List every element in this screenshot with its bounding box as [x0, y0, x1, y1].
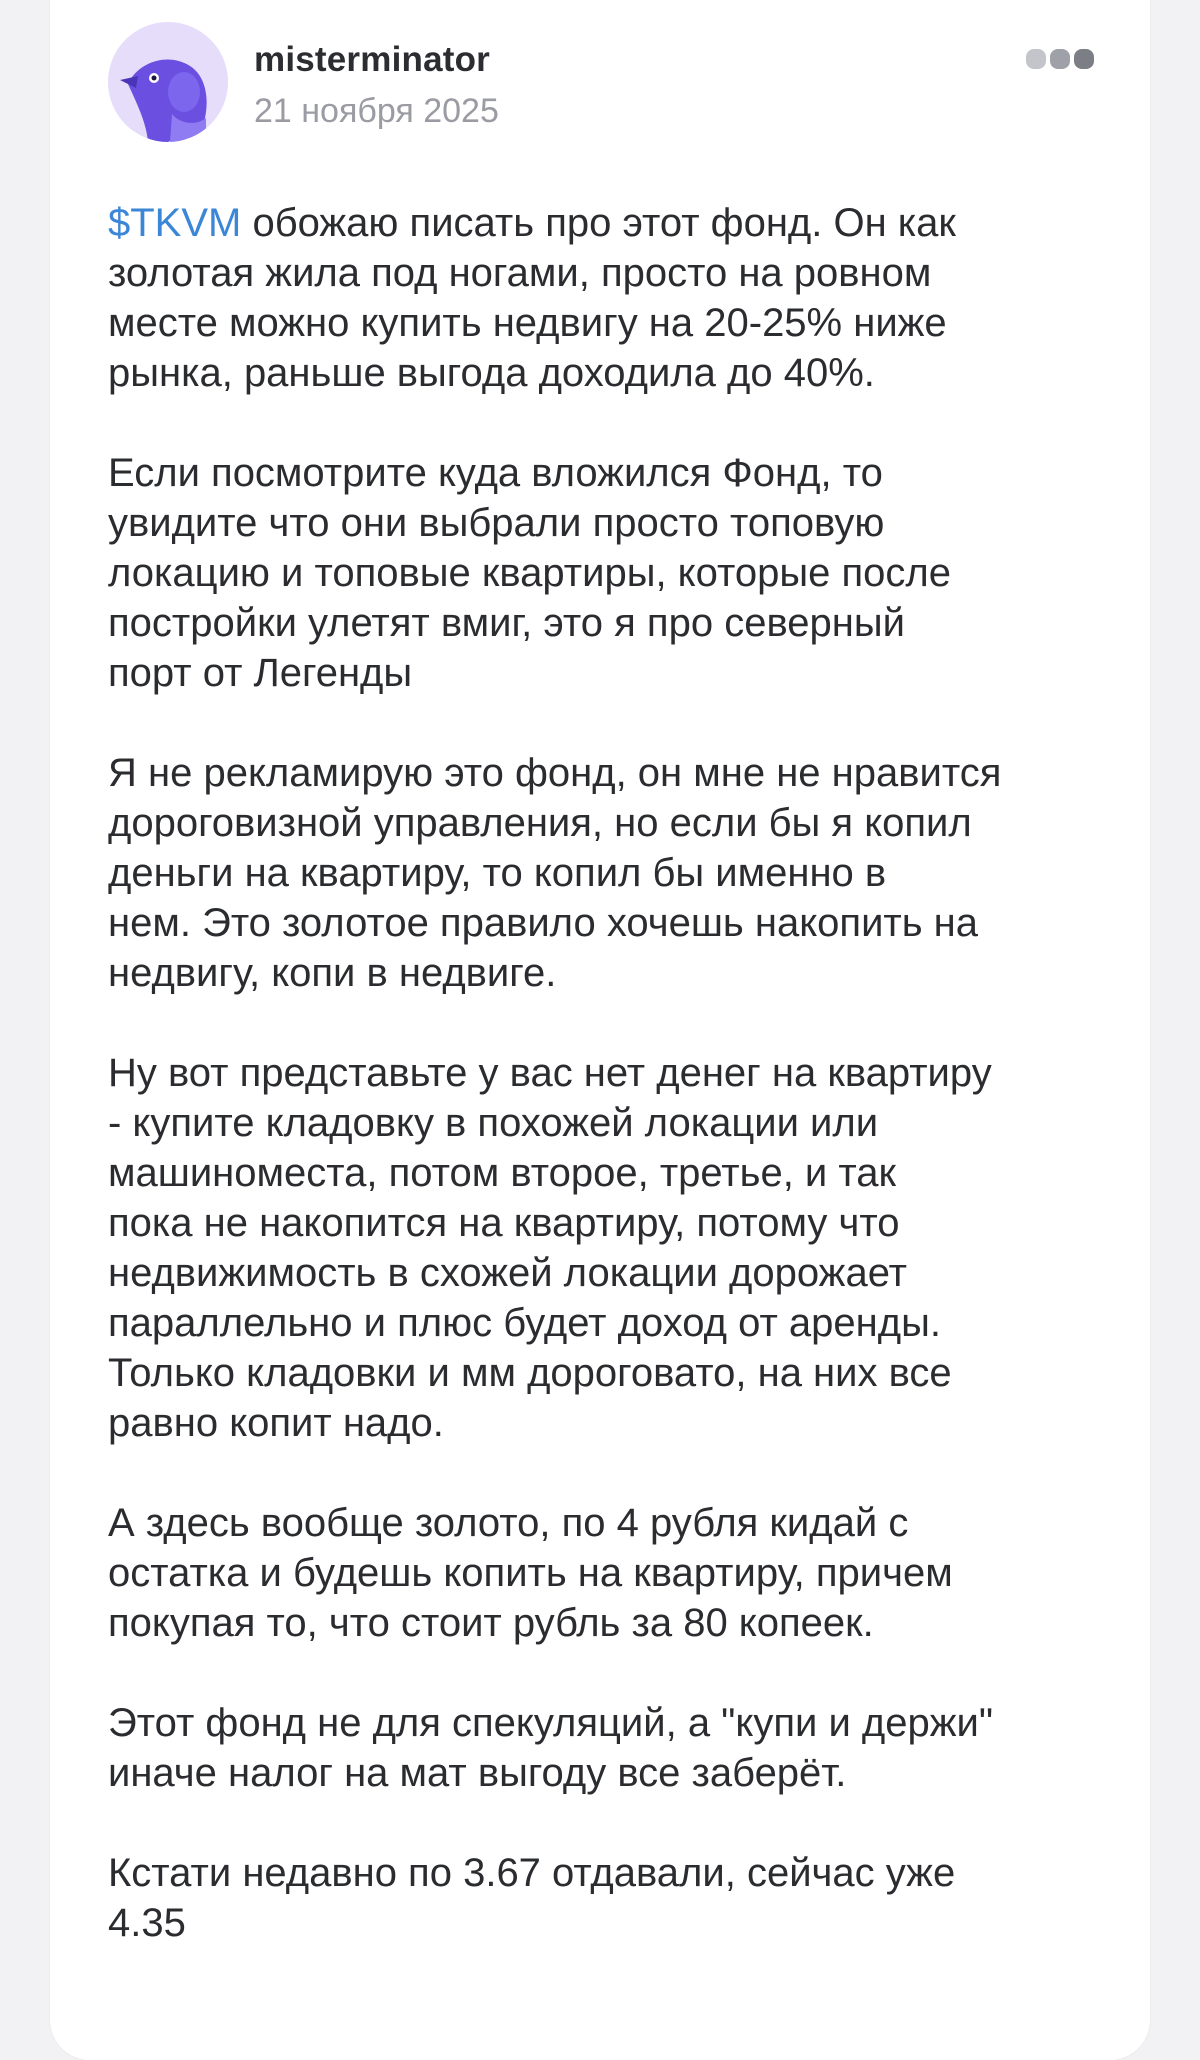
post-paragraph	[108, 198, 1108, 398]
post-body	[108, 198, 1108, 1998]
ticker-link[interactable]: $TKVM	[108, 201, 242, 245]
post-paragraph: Кстати недавно по 3.67 отдавали, сейчас уже 4.35	[108, 1851, 956, 1945]
post-paragraph: А здесь вообще золото, по 4 рубля кидай с остатка и будешь копить на квартиру, причем покупая то, что стоит рубль за 80 копеек.	[108, 1501, 953, 1645]
more-options-button[interactable]	[1024, 44, 1096, 74]
post-paragraph: Я не рекламирую это фонд, он мне не нравится дороговизной управления, но если бы я копил деньги на квартиру, то копил бы именно в нем. Это золотое правило хочешь накопить на недвигу, копи в недвиге.	[108, 751, 1002, 995]
avatar[interactable]	[108, 22, 228, 142]
mascot-bird-icon	[108, 22, 228, 142]
post-date: 21 ноября 2025	[254, 92, 499, 130]
more-dots-icon	[1024, 44, 1096, 74]
post-header	[108, 22, 1108, 146]
author-username[interactable]: misterminator	[254, 40, 490, 79]
post-paragraph: Этот фонд не для спекуляций, а "купи и держи" иначе налог на мат выгоду все заберёт.	[108, 1701, 994, 1795]
post-paragraph: Если посмотрите куда вложился Фонд, то увидите что они выбрали просто топовую локацию и топовые квартиры, которые после постройки улетят вмиг, это я про северный порт от Легенды	[108, 451, 951, 695]
paragraph-text: обожаю писать про этот фонд. Он как золотая жила под ногами, просто на ровном месте можно купить недвигу на 20-25% ниже рынка, раньше выгода доходила до 40%.	[108, 201, 956, 395]
post-paragraph: Ну вот представьте у вас нет денег на квартиру - купите кладовку в похожей локации или машиноместа, потом второе, третье, и так пока не накопится на квартиру, потому что недвижимость в схожей локации дорожает параллельно и плюс будет доход от аренды. Только кладовки и мм дороговато, на них все равно копит надо.	[108, 1051, 992, 1445]
